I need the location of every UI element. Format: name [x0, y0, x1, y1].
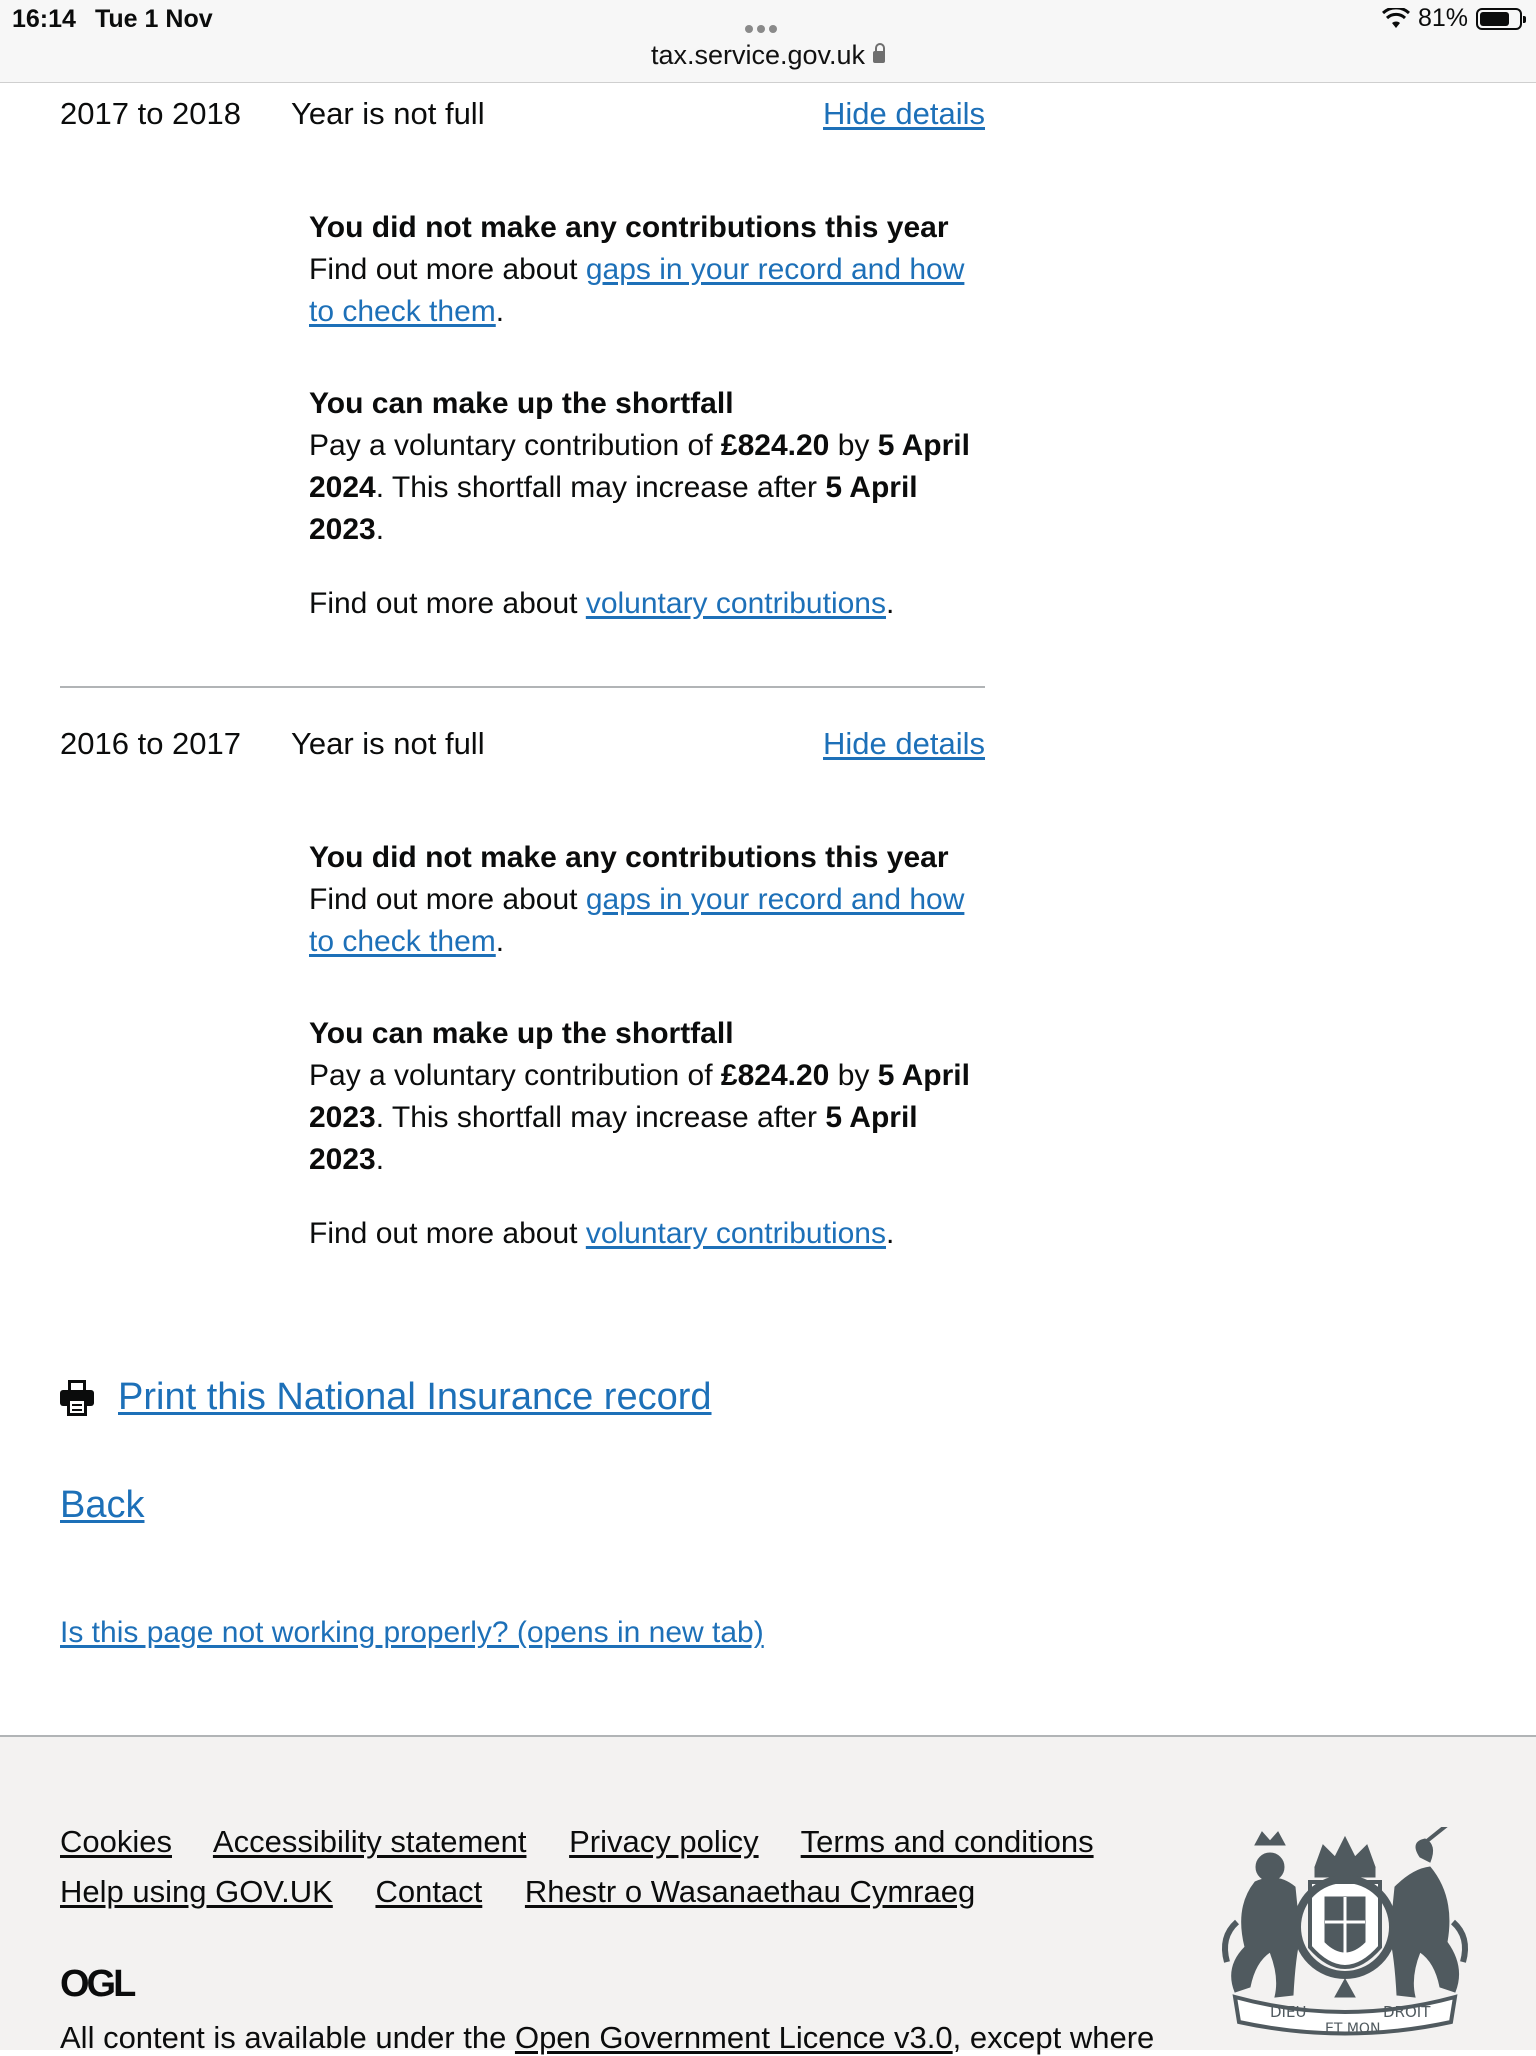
contribution-amount: £824.20 — [720, 1059, 830, 1092]
footer-link-welsh[interactable]: Rhestr o Wasanaethau Cymraeg — [524, 1874, 976, 1909]
gaps-link[interactable]: gaps in your record and how to check them — [309, 883, 965, 958]
more-dots-icon[interactable] — [743, 20, 779, 38]
contribution-amount: £824.20 — [720, 429, 830, 462]
record-row — [60, 96, 985, 146]
footer-links — [60, 1817, 1140, 1917]
tax-year: 2016 to 2017 — [60, 726, 242, 761]
date: Tue 1 Nov — [95, 5, 213, 33]
clock: 16:14 — [12, 5, 76, 33]
report-problem-link[interactable]: Is this page not working properly? (opens in new tab) — [60, 1616, 764, 1649]
no-contributions-heading: You did not make any contributions this year — [309, 841, 949, 874]
year-status: Year is not full — [291, 96, 485, 131]
deadline-date: 5 April 2023 — [309, 1059, 970, 1134]
ogl-logo: OGL — [60, 1963, 134, 2005]
shortfall-heading: You can make up the shortfall — [309, 387, 734, 420]
record-divider — [60, 686, 985, 688]
pay-paragraph: Pay a voluntary contribution of £824.20 by 5 April 2024. This shortfall may increase after 5 April 2023. — [309, 429, 970, 546]
footer-link-privacy[interactable]: Privacy policy — [569, 1824, 759, 1859]
voluntary-contributions-link[interactable]: voluntary contributions — [585, 1217, 886, 1250]
crest-motto-dieu: DIEU — [1270, 2003, 1307, 2021]
lock-icon — [873, 51, 885, 63]
licence-text: All content is available under the Open Government Licence v3.0, except where — [60, 2020, 1155, 2055]
record-details — [309, 837, 989, 1255]
footer-link-cookies[interactable]: Cookies — [60, 1824, 172, 1859]
no-contributions-heading: You did not make any contributions this year — [309, 211, 949, 244]
hide-details-link[interactable]: Hide details — [823, 726, 985, 761]
print-record-link[interactable]: Print this National Insurance record — [118, 1376, 712, 1418]
wifi-icon — [1382, 8, 1410, 30]
shortfall-heading: You can make up the shortfall — [309, 1017, 734, 1050]
increase-date: 5 April 2023 — [309, 471, 918, 546]
voluntary-paragraph: Find out more about voluntary contributions. — [309, 587, 895, 620]
deadline-date: 5 April 2024 — [309, 429, 970, 504]
battery-percent: 81% — [1417, 4, 1468, 32]
tax-year: 2017 to 2018 — [60, 96, 242, 131]
footer-link-contact[interactable]: Contact — [375, 1874, 483, 1909]
record-row — [60, 726, 985, 776]
royal-coat-of-arms-icon — [1215, 1827, 1475, 2045]
crest-motto-et-mon: ET MON — [1325, 2021, 1381, 2037]
gaps-paragraph: Find out more about gaps in your record and how to check them. — [309, 883, 965, 958]
record-details — [309, 207, 989, 625]
footer-link-terms[interactable]: Terms and conditions — [800, 1824, 1094, 1859]
battery-icon — [1476, 8, 1522, 30]
footer-link-help[interactable]: Help using GOV.UK — [60, 1874, 333, 1909]
crest-motto-droit: DROIT — [1383, 2003, 1431, 2021]
footer — [0, 1735, 1536, 2055]
pay-paragraph: Pay a voluntary contribution of £824.20 by 5 April 2023. This shortfall may increase after 5 April 2023. — [309, 1059, 970, 1176]
year-status: Year is not full — [291, 726, 485, 761]
gaps-paragraph: Find out more about gaps in your record and how to check them. — [309, 253, 965, 328]
footer-link-accessibility[interactable]: Accessibility statement — [212, 1824, 527, 1859]
voluntary-contributions-link[interactable]: voluntary contributions — [585, 587, 886, 620]
hide-details-link[interactable]: Hide details — [823, 96, 985, 131]
url-text: tax.service.gov.uk — [650, 40, 866, 70]
voluntary-paragraph: Find out more about voluntary contributions. — [309, 1217, 895, 1250]
print-record[interactable] — [60, 1376, 712, 1419]
status-icons — [1382, 4, 1522, 33]
browser-status-bar — [0, 0, 1536, 83]
gaps-link[interactable]: gaps in your record and how to check them — [309, 253, 965, 328]
back-link[interactable]: Back — [60, 1484, 145, 1526]
address-bar[interactable] — [0, 40, 1536, 71]
open-government-licence-link[interactable]: Open Government Licence v3.0 — [514, 2020, 953, 2055]
increase-date: 5 April 2023 — [309, 1101, 918, 1176]
printer-icon — [60, 1380, 94, 1416]
